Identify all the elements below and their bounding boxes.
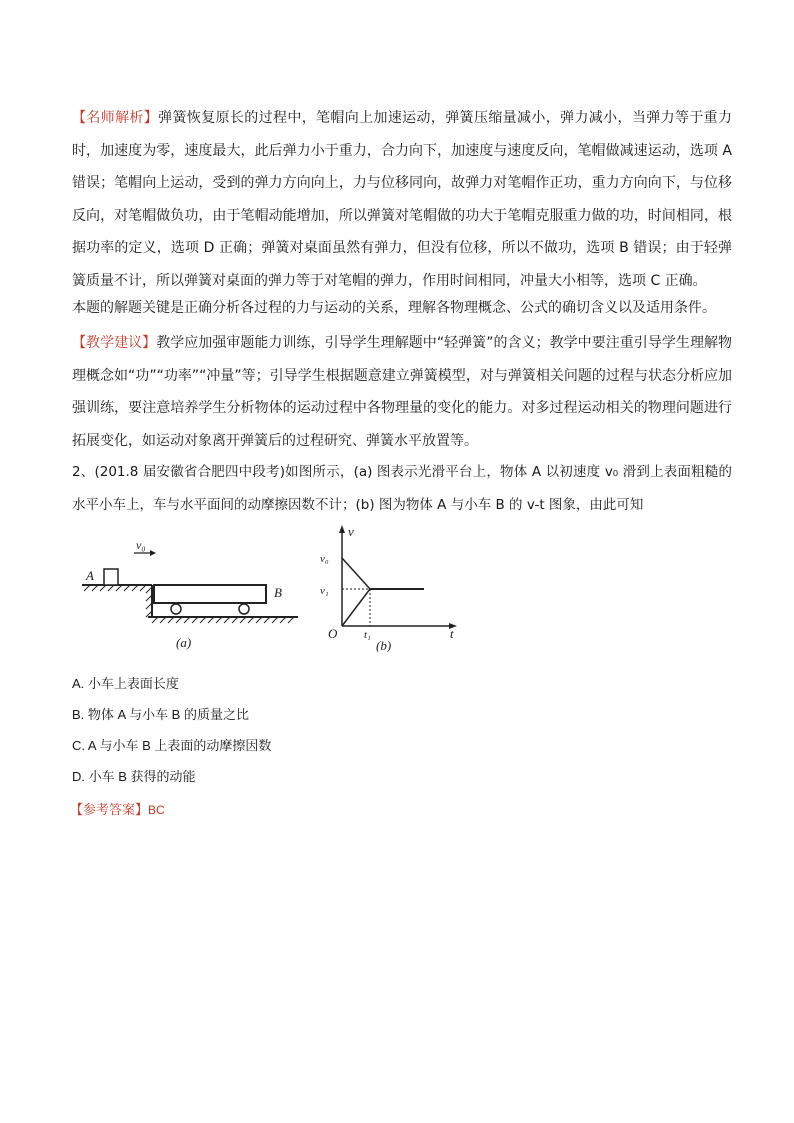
label-t1: t₁ [364,629,371,641]
figure-a [76,535,306,655]
block-a [104,569,118,585]
caption-a: (a) [176,635,192,650]
question-paragraph [72,456,732,521]
figure-b [316,522,476,652]
question-text: 2、(201.8 届安徽省合肥四中段考)如图所示，(a) 图表示光滑平台上，物体 A 以初速度 v₀ 滑到上表面粗糙的水平小车上，车与水平面间的动摩擦因数不计；(b) 图为物体 A 与小车 B 的 v-t 图象，由此可知 [72,464,732,513]
label-o: O [328,626,338,641]
label-a: A [86,568,94,583]
answer-tag: 【参考答案】 [70,802,149,817]
label-v0-a: v₀ [136,538,146,552]
label-v: v [348,524,354,539]
teaching-paragraph [72,327,732,457]
analysis-tag: 【名师解析】 [72,110,159,126]
cart-wheel-right [239,604,249,614]
velocity-arrowhead [150,550,156,556]
label-t: t [450,626,454,641]
teaching-tag: 【教学建议】 [72,335,157,351]
analysis-paragraph [72,102,732,298]
cart-b [154,585,266,603]
label-b: B [274,585,282,600]
v-axis-arrow [339,525,345,533]
option-a: A. 小车上表面长度 [72,676,179,691]
option-b: B. 物体 A 与小车 B 的质量之比 [72,707,249,722]
analysis-summary-text: 本题的解题关键是正确分析各过程的力与运动的关系，理解各物理概念、公式的确切含义以及适用条件。 [72,300,716,316]
cart-wheel-left [171,604,181,614]
option-d: D. 小车 B 获得的动能 [72,769,196,784]
teaching-text: 教学应加强审题能力训练，引导学生理解题中“轻弹簧”的含义；教学中要注重引导学生理解物理概念如“功”“功率”“冲量”等；引导学生根据题意建立弹簧模型，对与弹簧相关问题的过程与状态分析应加强训练，要注意培养学生分析物体的运动过程中各物理量的变化的能力。对多过程运动相关的物理问题进行拓展变化，如运动对象离开弹簧后的过程研究、弹簧水平放置等。 [72,335,733,449]
analysis-summary [72,292,732,325]
label-v0-b: v₀ [320,553,329,565]
analysis-text: 弹簧恢复原长的过程中，笔帽向上加速运动，弹簧压缩量减小，弹力减小，当弹力等于重力时，加速度为零，速度最大，此后弹力小于重力，合力向下，加速度与速度反向，笔帽做减速运动，选项 A 错误；笔帽向上运动，受到的弹力方向向上，力与位移同向，故弹力对笔帽作正功，重力方向向下，与位移反向，对笔帽做负功，由于笔帽动能增加，所以弹簧对笔帽做的功大于笔帽克服重力做的功，时间相同，根据功率的定义，选项 D 正确；弹簧对桌面虽然有弹力，但没有位移，所以不做功，选项 B 错误；由于轻弹簧质量不计，所以弹簧对桌面的弹力等于对笔帽的弹力，作用时间相同，冲量大小相等，选项 C 正确。 [72,110,733,289]
answer-value: BC [148,803,165,817]
label-v1: v₁ [320,585,329,597]
answer-line [70,800,165,820]
caption-b: (b) [376,638,392,652]
option-c: C. A 与小车 B 上表面的动摩擦因数 [72,738,272,753]
line-b-accel [342,589,370,626]
line-a-decel [342,558,370,589]
